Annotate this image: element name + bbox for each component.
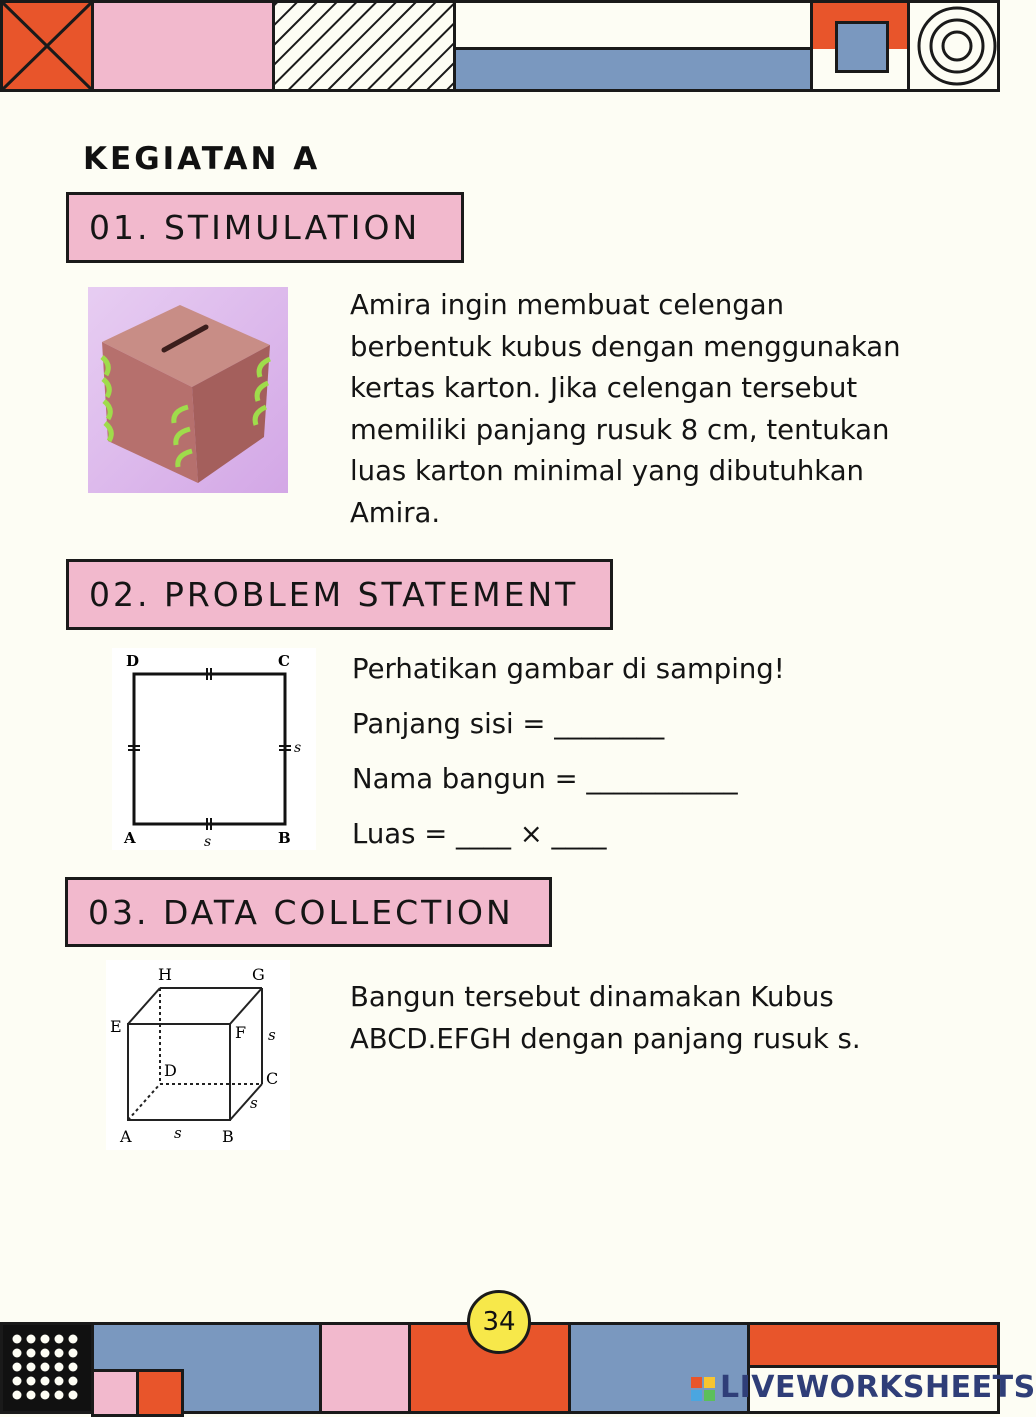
vertex-c-label: C	[278, 652, 290, 670]
data-collection-text: Bangun tersebut dinamakan Kubus ABCD.EFGH dengan panjang rusuk s.	[350, 981, 861, 1055]
edge-s-side-label: s	[250, 1094, 258, 1112]
pink-bottom-block	[319, 1322, 411, 1414]
cube-box-photo-icon	[88, 287, 288, 493]
side-s-bottom-label: s	[204, 834, 212, 850]
vertex-e-label: E	[110, 1017, 122, 1036]
vertex-h-label: H	[158, 965, 172, 984]
square-diagram	[112, 648, 316, 850]
problem-statement-header	[66, 559, 613, 630]
stimulation-header-label: 01. STIMULATION	[89, 208, 421, 247]
shape-name-prompt: Nama bangun = ___________	[352, 763, 738, 795]
cube-abcdefgh-diagram	[106, 960, 290, 1150]
edge-s-bottom-label: s	[174, 1124, 182, 1142]
small-orange-square	[136, 1369, 184, 1417]
blue-inner-square	[835, 21, 889, 73]
orange-x-block	[0, 0, 94, 92]
vertex-d-label: D	[164, 1061, 177, 1080]
cube-diagram	[106, 960, 290, 1150]
blue-bottom-block	[91, 1322, 322, 1414]
vertex-g-label: G	[252, 965, 265, 984]
hatched-block	[272, 0, 456, 92]
stimulation-header	[66, 192, 464, 263]
blue-strip	[453, 47, 813, 92]
page-number-badge	[467, 1290, 531, 1354]
side-s-right-label: s	[294, 740, 302, 756]
piggy-bank-photo	[88, 287, 288, 493]
target-circle-icon	[910, 3, 1000, 89]
activity-title: KEGIATAN A	[83, 141, 321, 177]
square-abcd-diagram	[112, 648, 316, 850]
orange-bottom-strip	[747, 1322, 1000, 1368]
vertex-c-label: C	[266, 1069, 279, 1088]
vertex-b-label: B	[222, 1127, 234, 1146]
x-pattern-icon	[3, 3, 91, 89]
instruction-text: Perhatikan gambar di samping!	[352, 653, 785, 685]
vertex-a-label: A	[124, 829, 136, 847]
vertex-d-label: D	[126, 652, 140, 670]
problem-statement-header-label: 02. PROBLEM STATEMENT	[89, 575, 579, 614]
vertex-f-label: F	[235, 1023, 247, 1042]
edge-s-right-label: s	[268, 1026, 276, 1044]
page-number: 34	[482, 1307, 516, 1337]
data-collection-header	[65, 877, 552, 947]
data-collection-header-label: 03. DATA COLLECTION	[88, 892, 514, 932]
side-length-prompt: Panjang sisi = ________	[352, 708, 665, 740]
area-prompt: Luas = ____ × ____	[352, 818, 607, 850]
hatch-pattern-icon	[275, 3, 453, 89]
square-motif	[810, 0, 910, 92]
liveworksheets-watermark[interactable]	[690, 1370, 1036, 1405]
watermark-text: LIVEWORKSHEETS	[720, 1370, 1036, 1405]
white-strip	[453, 0, 813, 50]
liveworksheets-logo-icon	[690, 1375, 716, 1401]
dot-grid-block	[0, 1322, 94, 1414]
top-decorative-banner	[0, 0, 1000, 92]
vertex-b-label: B	[278, 829, 291, 847]
vertex-a-label: A	[120, 1127, 132, 1146]
stimulation-text: Amira ingin membuat celengan berbentuk kubus dengan menggunakan kertas karton. Jika celengan tersebut memiliki panjang rusuk 8 cm, tentukan luas karton minimal yang dibutuhkan Amira.	[350, 289, 901, 529]
dot-pattern-icon	[3, 1325, 91, 1411]
concentric-circles-block	[907, 0, 1000, 92]
pink-block	[91, 0, 275, 92]
small-pink-square	[91, 1369, 139, 1417]
